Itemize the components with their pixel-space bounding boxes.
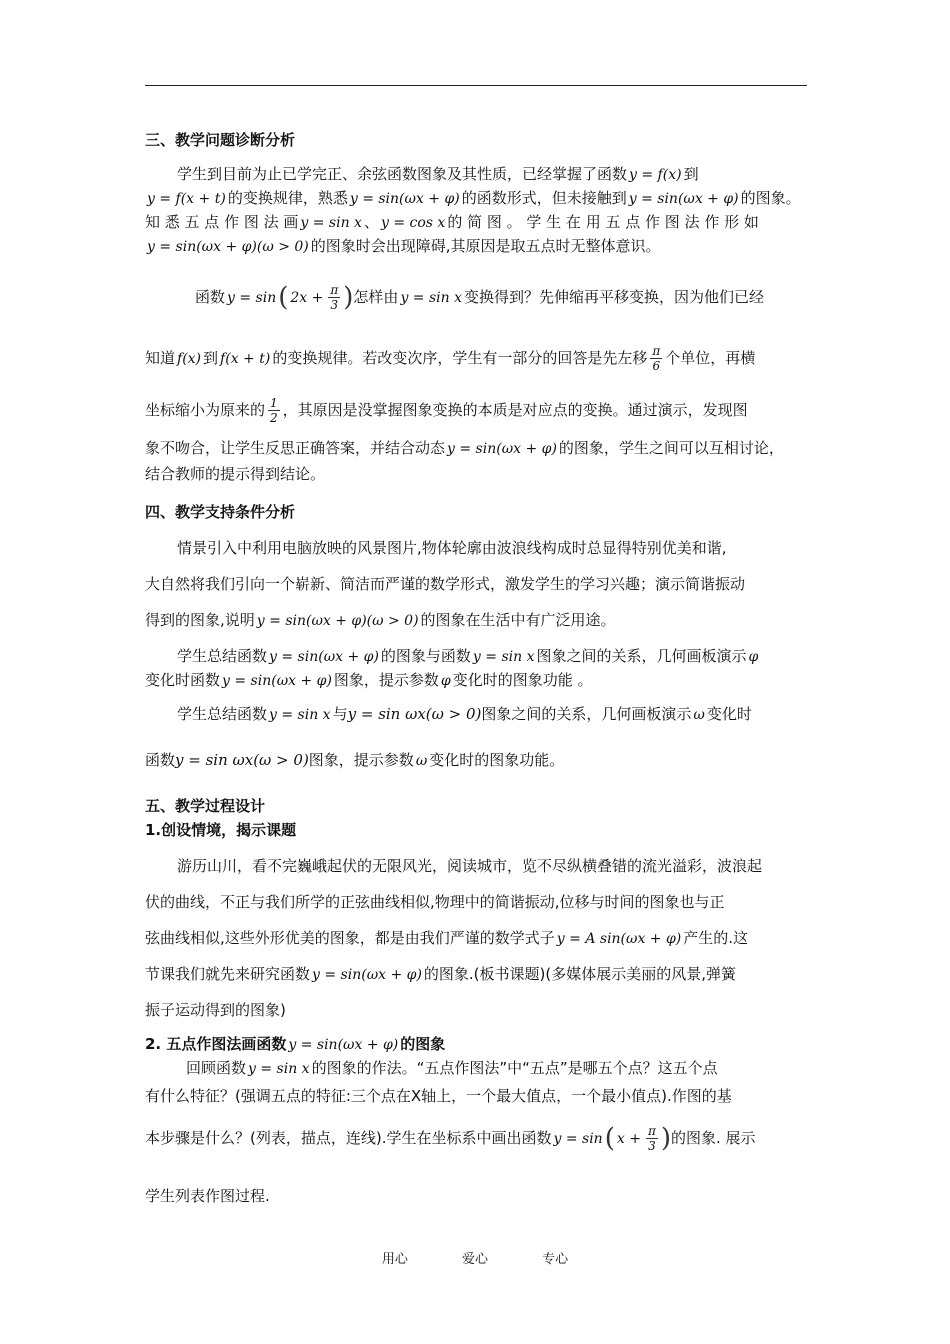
paragraph-line: 情景引入中利用电脑放映的风景图片,物体轮廓由波浪线构成时总显得特别优美和谐, [177,539,727,557]
paragraph-line: y = f(x + t) 的变换规律，熟悉 y = sin(ωx + φ) 的函数形式，但未接触到 y = sin(ωx + φ) 的图象。 [147,189,801,207]
paragraph-line: y = sin(ωx + φ)(ω > 0) 的图象时会出现障碍,其原因是取五点时无整体意识。 [147,237,661,255]
fraction-pi-over-6: $\frac{\pi}{6}$ [652,344,661,373]
paragraph-line: 得到的图象,说明 y = sin(ωx + φ)(ω > 0) 的图象在生活中有广泛用途。 [145,611,616,629]
header-rule [145,85,807,86]
fraction-one-half: $\frac{1}{2}$ [270,396,278,425]
paragraph-line: 本步骤是什么？(列表，描点，连线).学生在坐标系中画出函数 y = sin( x + $\frac{\pi}{3}$ )的图象. 展示 [145,1123,756,1154]
page-footer [0,1248,950,1267]
subsection-2-heading: 2. 五点作图法画函数 y = sin(ωx + φ) 的图象 [145,1035,446,1053]
paragraph-line: 节课我们就先来研究函数 y = sin(ωx + φ) 的图象.(板书课题)(多媒体展示美丽的风景,弹簧 [145,965,737,983]
paragraph-line: 学生到目前为止已学完正、余弦函数图象及其性质，已经掌握了函数 y = f(x) 到 [177,165,699,183]
paragraph-line: 有什么特征？(强调五点的特征:三个点在X轴上，一个最大值点，一个最小值点).作图的基 [145,1087,732,1105]
paragraph-line: 函数 y = sin( 2x + $\frac{\pi}{3}$ )怎样由 y = sin x 变换得到？先伸缩再平移变换，因为他们已经 [195,282,765,313]
paragraph-line: 知道 f(x) 到 f(x + t) 的变换规律。若改变次序，学生有一部分的回答是先左移 $\frac{\pi}{6}$ 个单位，再横 [145,344,756,373]
section-5-heading: 五、教学过程设计 [145,797,266,815]
paragraph-line: 学生列表作图过程. [145,1187,270,1205]
paragraph-line: 学生总结函数 y = sin(ωx + φ) 的图象与函数 y = sin x 图象之间的关系，几何画板演示 φ [177,647,759,665]
section-3-heading: 三、教学问题诊断分析 [145,131,296,149]
paragraph-line: 象不吻合，让学生反思正确答案，并结合动态 y = sin(ωx + φ) 的图象，学生之间可以互相讨论， [145,439,784,457]
paragraph-line: 游历山川，看不完巍峨起伏的无限风光，阅读城市，览不尽纵横叠错的流光溢彩，波浪起 [177,857,763,875]
paragraph-line: 弦曲线相似,这些外形优美的图象，都是由我们严谨的数学式子 y = A sin(ωx + φ) 产生的.这 [145,929,749,947]
paragraph-line: 回顾函数 y = sin x 的图象的作法。“五点作图法”中“五点”是哪五个点？这五个点 [186,1059,718,1077]
paragraph-line: 坐标缩小为原来的 $\frac{1}{2}$ ，其原因是没掌握图象变换的本质是对应点的变换。通过演示，发现图 [145,396,748,425]
paragraph-line: 伏的曲线，不正与我们所学的正弦曲线相似,物理中的简谐振动,位移与时间的图象也与正 [145,893,725,911]
paragraph-line: 大自然将我们引向一个崭新、简洁而严谨的数学形式，激发学生的学习兴趣；演示简谐振动 [145,575,746,593]
paragraph-line: 知 悉 五 点 作 图 法 画 y = sin x 、 y = cos x 的 简 图 。 学 生 在 用 五 点 作 图 法 作 形 如 [145,213,759,231]
footer-item: 爱心 [461,1252,488,1267]
paragraph-line: 函数y = sin ωx(ω > 0)图象，提示参数 ω 变化时的图象功能。 [145,751,565,769]
fraction-pi-over-3: $\frac{\pi}{3}$ [330,283,339,312]
footer-item: 用心 [381,1252,408,1267]
footer-item: 专心 [542,1252,569,1267]
paragraph-line: 学生总结函数 y = sin x 与y = sin ωx(ω > 0)图象之间的关系，几何画板演示 ω 变化时 [177,705,752,723]
fraction-pi-over-3: $\frac{\pi}{3}$ [647,1124,656,1153]
paragraph-line: 结合教师的提示得到结论。 [145,465,326,483]
paragraph-line: 变化时函数 y = sin(ωx + φ) 图象，提示参数 φ 变化时的图象功能 。 [145,671,593,689]
section-4-heading: 四、教学支持条件分析 [145,503,296,521]
paragraph-line: 振子运动得到的图象) [145,1001,286,1019]
subsection-1-heading: 1.创设情境，揭示课题 [145,821,297,839]
